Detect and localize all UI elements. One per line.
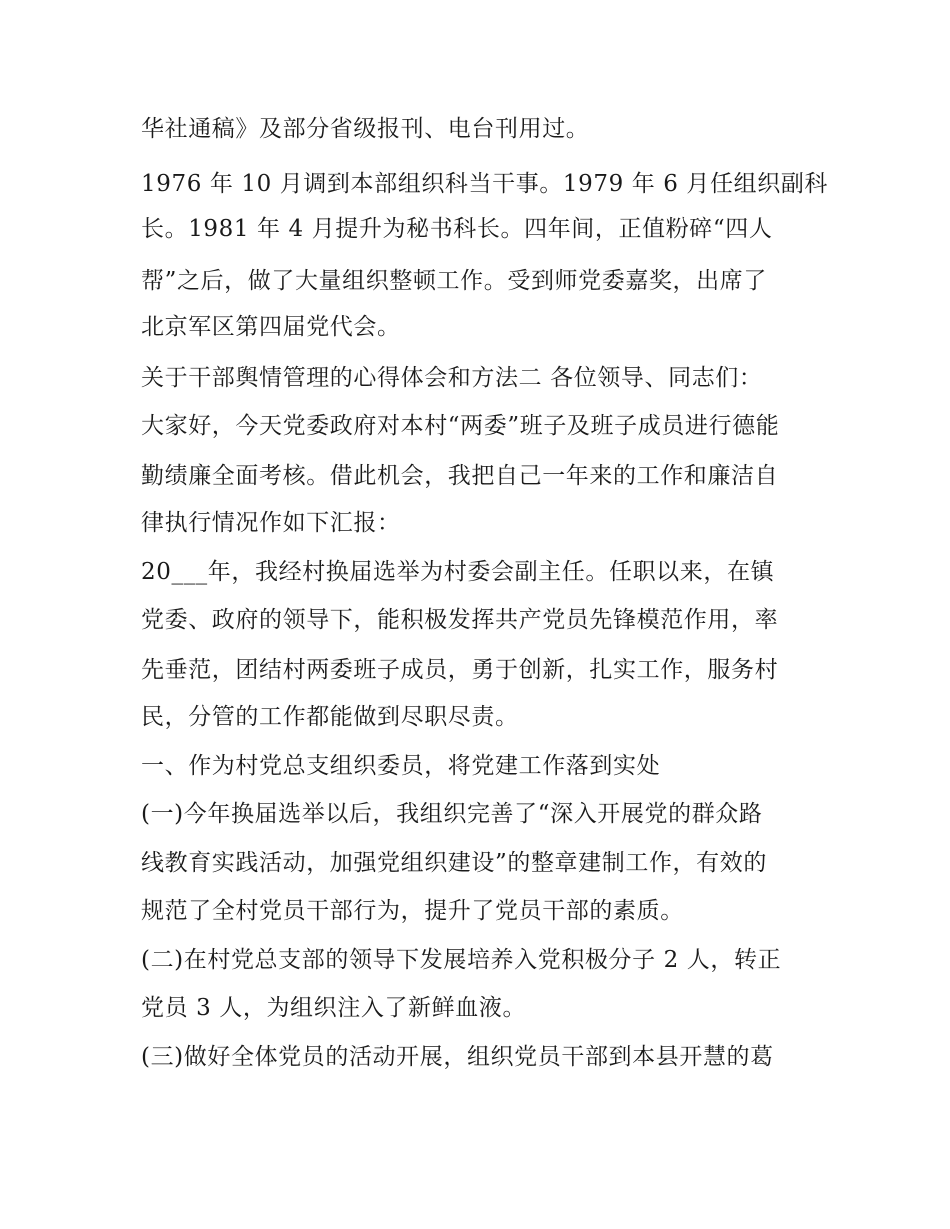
- text-line: 关于干部舆情管理的心得体会和方法二 各位领导、同志们：: [141, 365, 763, 391]
- text-line: 党员 3 人，为组织注入了新鲜血液。: [141, 995, 527, 1021]
- text-line: 党委、政府的领导下，能积极发挥共产党员先锋模范作用，率: [141, 607, 779, 633]
- text-line: (二)在村党总支部的领导下发展培养入党积极分子 2 人，转正: [141, 947, 782, 973]
- text-line: 1976 年 10 月调到本部组织科当干事。1979 年 6 月任组织副科: [141, 171, 829, 197]
- text-line: (一)今年换届选举以后，我组织完善了“深入开展党的群众路: [141, 801, 763, 827]
- text-line: 先垂范，团结村两委班子成员，勇于创新，扎实工作，服务村: [141, 657, 779, 683]
- text-line: (三)做好全体党员的活动开展，组织党员干部到本县开慧的葛: [141, 1044, 774, 1070]
- text-line: 大家好，今天党委政府对本村“两委”班子及班子成员进行德能: [141, 413, 780, 439]
- text-line: 线教育实践活动，加强党组织建设”的整章建制工作，有效的: [141, 850, 767, 876]
- text-line: 20___年，我经村换届选举为村委会副主任。任职以来，在镇: [141, 559, 775, 585]
- text-line: 长。1981 年 4 月提升为秘书科长。四年间，正值粉碎“四人: [141, 216, 773, 242]
- text-line: 民，分管的工作都能做到尽职尽责。: [141, 704, 519, 730]
- text-line: 规范了全村党员干部行为，提升了党员干部的素质。: [141, 898, 684, 924]
- text-line: 北京军区第四届党代会。: [141, 314, 401, 340]
- text-line: 华社通稿》及部分省级报刊、电台刊用过。: [141, 116, 590, 142]
- text-line: 勤绩廉全面考核。借此机会，我把自己一年来的工作和廉洁自: [141, 463, 779, 489]
- text-line: 律执行情况作如下汇报：: [141, 510, 401, 536]
- text-line: 帮”之后，做了大量组织整顿工作。受到师党委嘉奖，出席了: [141, 268, 767, 294]
- section-heading: 一、作为村党总支组织委员，将党建工作落到实处: [141, 753, 661, 779]
